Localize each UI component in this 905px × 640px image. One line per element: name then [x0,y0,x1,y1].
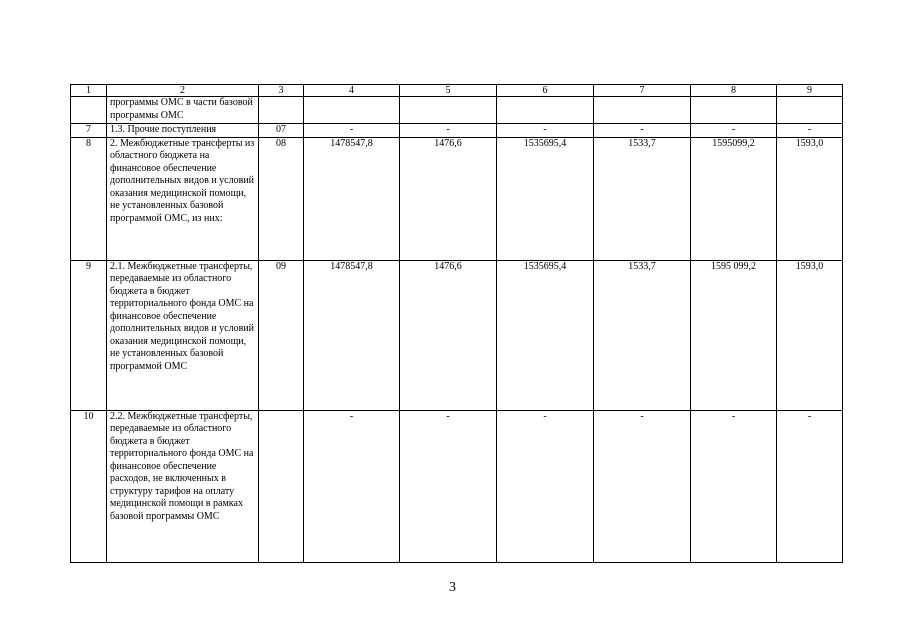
value-cell: - [594,410,691,562]
header-cell: 4 [304,85,400,97]
value-cell: - [691,410,777,562]
row-number-cell: 7 [71,124,107,138]
value-cell [777,97,843,124]
value-cell: 1478547,8 [304,137,400,260]
header-cell: 9 [777,85,843,97]
row-number-cell [71,97,107,124]
row-name-cell: 2.2. Межбюджетные трансферты, передаваемые из областного бюджета в бюджет территориального фонда ОМС на финансовое обеспечение расходов, не включенных в структуру тарифов на оплату медицинской помощи в рамках базовой программы ОМС [107,410,259,562]
value-cell: 1533,7 [594,137,691,260]
data-table [70,84,843,563]
value-cell [497,97,594,124]
value-cell: - [497,124,594,138]
header-cell: 1 [71,85,107,97]
table-row [71,137,843,260]
value-cell: - [304,410,400,562]
row-number-cell: 10 [71,410,107,562]
value-cell: 1595099,2 [691,137,777,260]
header-cell: 3 [259,85,304,97]
header-cell: 2 [107,85,259,97]
table-row [71,260,843,410]
value-cell: 1476,6 [400,137,497,260]
value-cell: 1535695,4 [497,260,594,410]
value-cell: - [777,124,843,138]
value-cell: 1476,6 [400,260,497,410]
row-name-cell: 2. Межбюджетные трансферты из областного бюджета на финансовое обеспечение дополнительных видов и условий оказания медицинской помощи, не установленных базовой программой ОМС, из них: [107,137,259,260]
value-cell: 1593,0 [777,260,843,410]
value-cell: - [691,124,777,138]
row-code-cell: 09 [259,260,304,410]
table-row [71,124,843,138]
value-cell: 1533,7 [594,260,691,410]
row-number-cell: 8 [71,137,107,260]
value-cell: - [400,124,497,138]
row-code-cell: 07 [259,124,304,138]
table-row [71,97,843,124]
value-cell [304,97,400,124]
header-cell: 5 [400,85,497,97]
header-cell: 6 [497,85,594,97]
row-code-cell [259,410,304,562]
value-cell [400,97,497,124]
row-code-cell [259,97,304,124]
row-name-cell: 1.3. Прочие поступления [107,124,259,138]
row-number-cell: 9 [71,260,107,410]
table-row [71,410,843,562]
value-cell: 1478547,8 [304,260,400,410]
header-cell: 8 [691,85,777,97]
value-cell: 1535695,4 [497,137,594,260]
page-number: 3 [449,580,456,595]
value-cell: - [594,124,691,138]
value-cell: 1593,0 [777,137,843,260]
header-cell: 7 [594,85,691,97]
value-cell: 1595 099,2 [691,260,777,410]
row-code-cell: 08 [259,137,304,260]
value-cell: - [304,124,400,138]
value-cell: - [400,410,497,562]
value-cell [594,97,691,124]
value-cell: - [777,410,843,562]
table-header-row [71,85,843,97]
value-cell [691,97,777,124]
value-cell: - [497,410,594,562]
row-name-cell: программы ОМС в части базовой программы ОМС [107,97,259,124]
row-name-cell: 2.1. Межбюджетные трансферты, передаваемые из областного бюджета в бюджет территориального фонда ОМС на финансовое обеспечение дополнительных видов и условий оказания медицинской помощи, не установленных базовой программой ОМС [107,260,259,410]
